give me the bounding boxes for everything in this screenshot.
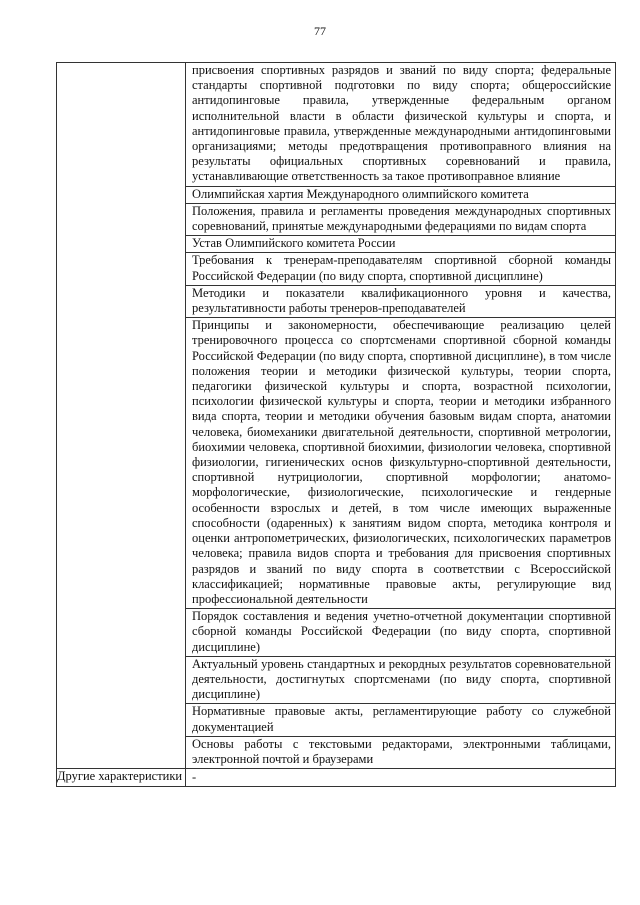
knowledge-item: Положения, правила и регламенты проведения международных спортивных соревнований, принятые международными федерациями по видам спорта	[186, 204, 615, 236]
knowledge-item: присвоения спортивных разрядов и званий по виду спорта; федеральные стандарты спортивной подготовки по виду спорта; общероссийские антидопинговые правила, утвержденные федеральным органом исполнительной власти в области физической культуры и спорта, и антидопинговые правила, утвержденные международными антидопинговыми организациями; методы предотвращения противоправного влияния на результаты официальных спортивных соревнований и правила, устанавливающие ответственность за такое противоправное влияние	[186, 63, 615, 187]
other-characteristics-label: Другие характеристики	[57, 769, 186, 787]
knowledge-item: Нормативные правовые акты, регламентирующие работу со служебной документацией	[186, 704, 615, 736]
page-number: 77	[314, 24, 326, 38]
knowledge-item: Основы работы с текстовыми редакторами, электронными таблицами, электронной почтой и браузерами	[192, 736, 611, 766]
knowledge-item: Олимпийская хартия Международного олимпийского комитета	[186, 187, 615, 204]
other-characteristics-cell	[186, 769, 616, 787]
other-characteristics-row	[57, 769, 616, 787]
knowledge-items-cell	[186, 63, 616, 769]
other-characteristics-value: -	[192, 770, 197, 785]
competency-table	[56, 62, 616, 787]
knowledge-item: Актуальный уровень стандартных и рекордных результатов соревновательной деятельности, достигнутых спортсменами (по виду спорта, спортивной дисциплине)	[186, 657, 615, 705]
knowledge-item: Порядок составления и ведения учетно-отчетной документации спортивной сборной команды Российской Федерации (по виду спорта, спортивной дисциплине)	[186, 609, 615, 657]
knowledge-label-cell	[57, 63, 186, 769]
knowledge-item: Устав Олимпийского комитета России	[186, 236, 615, 253]
knowledge-item: Принципы и закономерности, обеспечивающие реализацию целей тренировочного процесса со спортсменами спортивной сборной команды Российской Федерации (по виду спорта, спортивной дисциплине), в том числе положения теории и методики физической культуры, теории спорта, педагогики физической культуры и спорта, возрастной психологии, психологии физической культуры и спорта, теории и методики избранного вида спорта, теории и методики обучения базовым видам спорта, анатомии человека, биомеханики двигательной деятельности, спортивной метрологии, биохимии человека, спортивной биохимии, физиологии человека, спортивной физиологии, гигиенических основ физкультурно-спортивной деятельности, спортивной нутрициологии, спортивной морфологии; анатомо-морфологические, физиологические, психологические и гендерные особенности взрослых и детей, в том числе имеющих выраженные способности (одаренных) к занятиям видом спорта, методика контроля и оценки антропометрических, физиологических, психологических параметров человека; правила видов спорта и требования для присвоения спортивных разрядов и званий по виду спорта в соответствии с Всероссийской классификацией; нормативные правовые акты, регулирующие вид профессиональной деятельности	[186, 318, 615, 609]
knowledge-item: Методики и показатели квалификационного уровня и качества, результативности работы тренеров-преподавателей	[186, 286, 615, 318]
knowledge-item: Требования к тренерам-преподавателям спортивной сборной команды Российской Федерации (по виду спорта, спортивной дисциплине)	[186, 253, 615, 285]
knowledge-row	[57, 63, 616, 769]
